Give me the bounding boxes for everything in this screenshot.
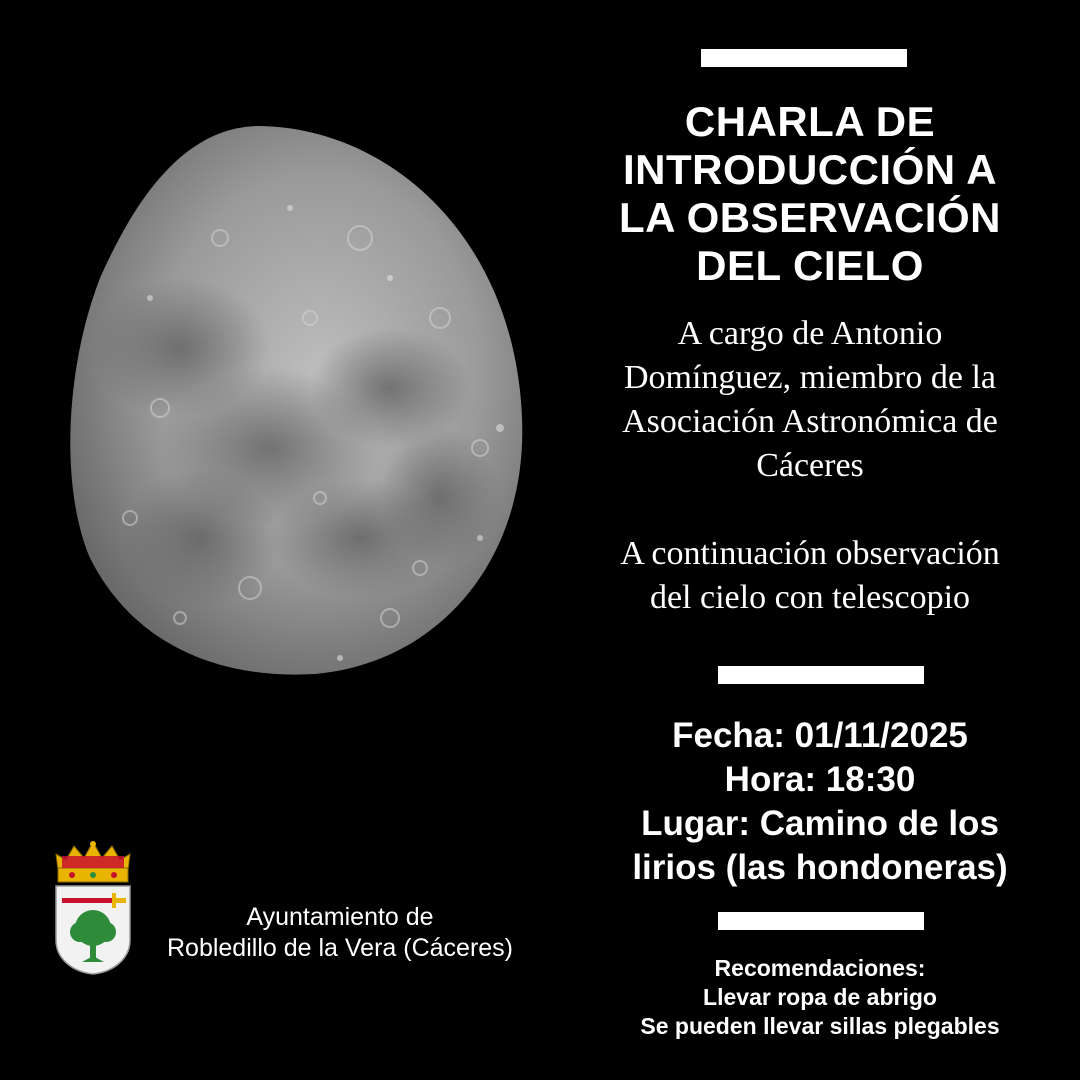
- speaker-line: A cargo de Antonio: [677, 315, 943, 352]
- event-time: Hora: 18:30: [724, 760, 916, 799]
- title-line: CHARLA DE: [684, 98, 936, 145]
- event-date: Fecha: 01/11/2025: [672, 716, 968, 755]
- coat-of-arms: [52, 840, 134, 976]
- speaker-line: Asociación Astronómica de: [622, 403, 998, 440]
- moon-image: [60, 118, 530, 678]
- recommendations-heading: Recomendaciones:: [714, 955, 926, 981]
- recommendation-item: Se pueden llevar sillas plegables: [640, 1013, 1000, 1039]
- speaker-line: Cáceres: [756, 447, 864, 484]
- divider-top: [701, 49, 907, 67]
- event-place: lirios (las hondoneras): [632, 848, 1008, 887]
- recommendation-item: Llevar ropa de abrigo: [703, 984, 937, 1010]
- divider-bottom: [718, 912, 924, 930]
- followup-info: [560, 532, 1060, 620]
- event-details: [560, 714, 1080, 890]
- municipal-coat-of-arms-icon: [52, 840, 134, 976]
- event-place: Lugar: Camino de los: [641, 804, 999, 843]
- moon-icon: [60, 118, 530, 678]
- organizer-line: Ayuntamiento de: [246, 903, 434, 931]
- event-title: [560, 98, 1060, 290]
- title-line: DEL CIELO: [696, 242, 924, 289]
- followup-line: A continuación observación: [620, 535, 1000, 572]
- organizer-line: Robledillo de la Vera (Cáceres): [166, 934, 513, 962]
- title-line: LA OBSERVACIÓN: [619, 194, 1001, 241]
- divider-middle: [718, 666, 924, 684]
- speaker-info: [560, 312, 1060, 488]
- speaker-line: Domínguez, miembro de la: [623, 359, 996, 396]
- title-line: INTRODUCCIÓN A: [622, 146, 998, 193]
- organizer: [130, 902, 550, 964]
- followup-line: del cielo con telescopio: [649, 579, 971, 616]
- recommendations: [560, 954, 1080, 1041]
